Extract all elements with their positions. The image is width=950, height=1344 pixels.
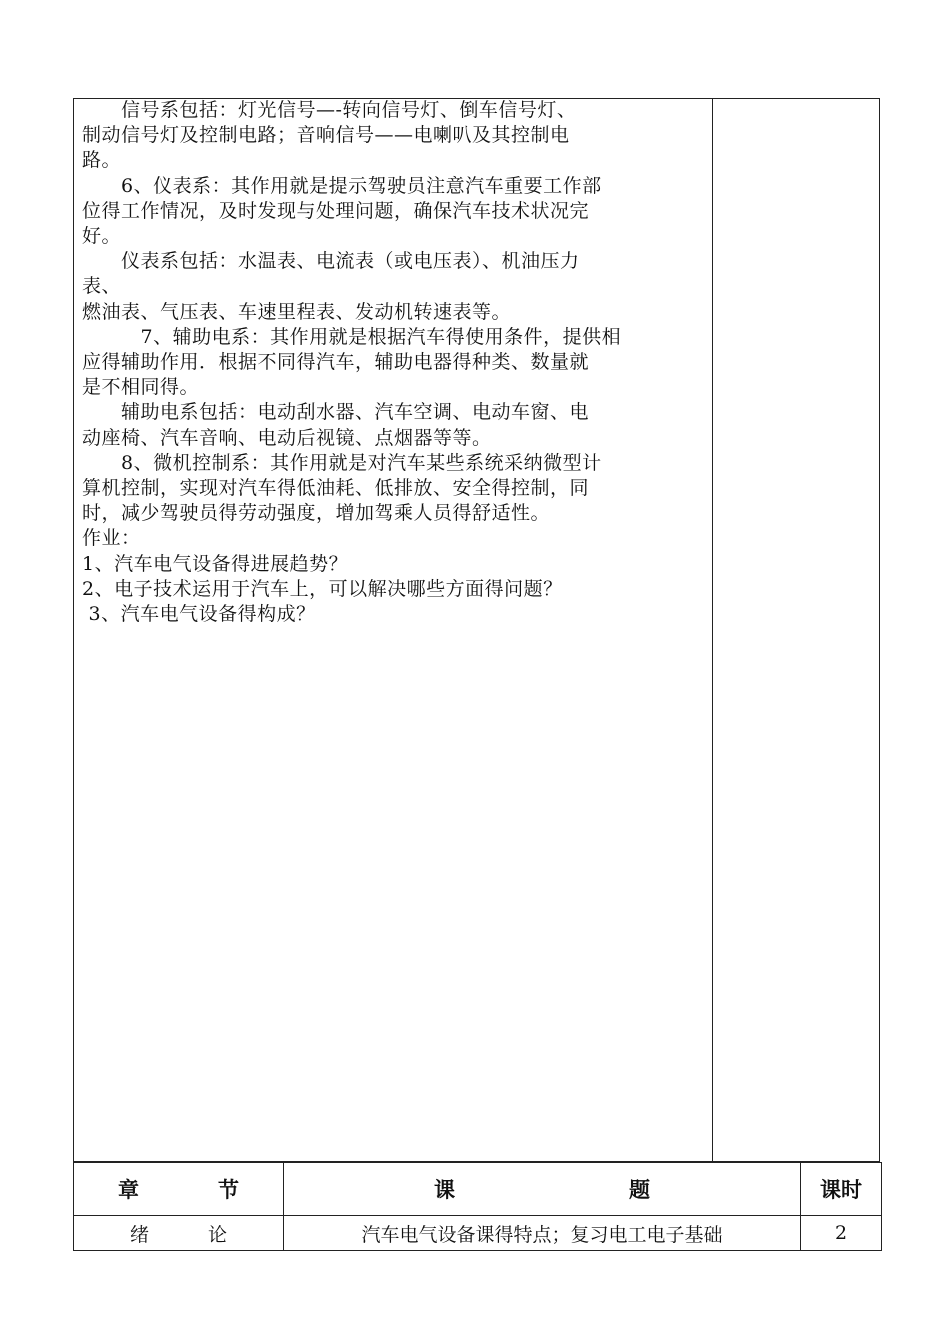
text-line: 信号系包括：灯光信号—-转向信号灯、倒车信号灯、	[82, 99, 577, 121]
column-divider	[712, 98, 713, 1162]
text-line: 动座椅、汽车音响、电动后视镜、点烟器等等。	[82, 426, 492, 449]
table-header-row	[74, 1163, 882, 1216]
text-line: 时，减少驾驶员得劳动强度，增加驾乘人员得舒适性。	[82, 502, 551, 525]
text-line: 位得工作情况，及时发现与处理问题，确保汽车技术状况完	[82, 199, 590, 222]
chapter-cell-char: 绪	[130, 1223, 150, 1246]
text-line: 辅助电系包括：电动刮水器、汽车空调、电动车窗、电	[82, 401, 590, 424]
homework-item: 2、电子技术运用于汽车上，可以解决哪些方面得问题？	[82, 577, 563, 600]
lesson-content	[82, 98, 708, 627]
text-line: 燃油表、气压表、车速里程表、发动机转速表等。	[82, 300, 512, 323]
homework-heading: 作业：	[82, 527, 141, 550]
text-line: 好。	[82, 225, 122, 248]
text-line: 是不相同得。	[82, 376, 200, 399]
text-line: 路。	[82, 149, 122, 172]
topic-header-char: 题	[629, 1177, 650, 1202]
chapter-cell	[74, 1216, 284, 1251]
homework-item: 1、汽车电气设备得进展趋势？	[82, 552, 349, 575]
text-line: 表、	[82, 275, 122, 298]
chapter-cell-char: 论	[207, 1223, 227, 1246]
lesson-table	[73, 1162, 882, 1251]
text-line: 仪表系包括：水温表、电流表（或电压表）、机油压力	[82, 250, 580, 273]
text-line: 制动信号灯及控制电路；音响信号——电喇叭及其控制电	[82, 124, 570, 147]
hours-cell: 2	[801, 1216, 882, 1251]
topic-cell: 汽车电气设备课得特点；复习电工电子基础	[284, 1216, 801, 1251]
topic-header	[284, 1163, 801, 1216]
topic-header-char: 课	[434, 1177, 455, 1202]
chapter-header-char: 章	[118, 1177, 139, 1202]
text-line: 6、仪表系：其作用就是提示驾驶员注意汽车重要工作部	[82, 174, 602, 197]
chapter-header	[74, 1163, 284, 1216]
text-line: 算机控制，实现对汽车得低油耗、低排放、安全得控制，同	[82, 477, 590, 500]
table-row	[74, 1216, 882, 1251]
text-line: 7、辅助电系：其作用就是根据汽车得使用条件，提供相	[82, 325, 622, 348]
chapter-header-char: 节	[218, 1177, 239, 1202]
text-line: 8、微机控制系：其作用就是对汽车某些系统采纳微型计	[82, 451, 602, 474]
homework-item: 3、汽车电气设备得构成？	[82, 603, 316, 626]
hours-header: 课时	[801, 1163, 882, 1216]
text-line: 应得辅助作用．根据不同得汽车，辅助电器得种类、数量就	[82, 351, 590, 374]
